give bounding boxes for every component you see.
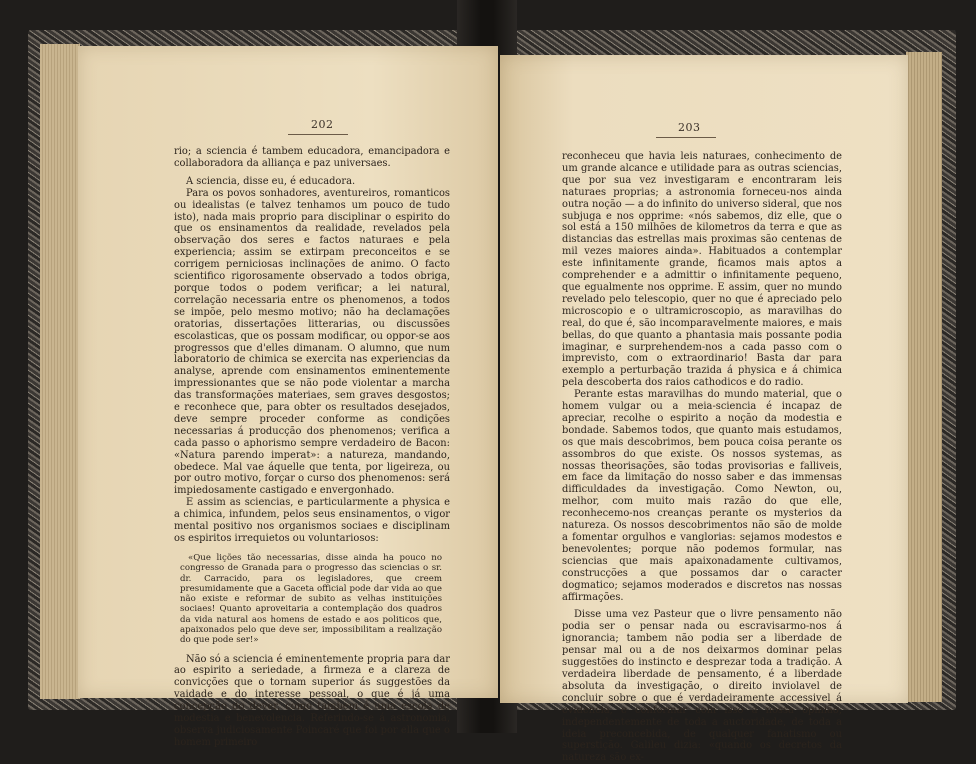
right-page (500, 55, 908, 764)
left-page (78, 46, 498, 748)
page-number-right: 203 (678, 121, 701, 134)
page-number-left: 202 (311, 118, 334, 131)
paragraph: E assim as sciencias, e particularmente a physica e a chimica, infundem, pelos seus ensinamentos, o vigor mental positivo nos organismos sociaes e disciplinam os espiritos irrequietos ou voluntariosos: (174, 497, 450, 544)
page-edges-left (40, 44, 80, 699)
left-text-column (174, 146, 450, 749)
block-quote: «Que lições tão necessarias, disse ainda ha pouco no congresso de Granada para o progresso das sciencias o sr. dr. Carracido, para os legisladores, que creem presumidamente que a Gaceta official pode dar vida ao que não existe e reformar de subito as velhas instituições sociaes! Quanto aproveitaria a contemplação dos quadros da vida natural aos homens de estado e aos politicos que, apaixonados pelo que deve ser, impossibilitam a realização do que pode ser!» (180, 552, 442, 646)
paragraph: reconheceu que havia leis naturaes, conhecimento de um grande alcance e utilidade para as outras sciencias, que por sua vez investigaram e encontraram leis naturaes proprias; a astronomia forneceu-nos ainda outra noção — a do infinito do universo sideral, que nos subjuga e nos opprime: «nós sabemos, diz elle, que o sol está a 150 milhões de kilometros da terra e que as distancias das estrellas mais proximas são centenas de mil vezes maiores ainda». Habituados a contemplar este infinitamente grande, ficamos mais aptos a comprehender e a admittir o infinitamente pequeno, que egualmente nos opprime. E assim, quer no mundo revelado pelo telescopio, quer no que é apreciado pelo microscopio e o ultramicroscopio, as maravilhas do real, do que é, são incomparavelmente maiores, e mais bellas, do que quanto a phantasia mais possante podia imaginar, e surprehendem-nos a cada passo com o imprevisto, com o extraordinario! Basta dar para exemplo a perturbação trazida á physica e á chimica pela descoberta dos raios cathodicos e do radio. (562, 151, 843, 389)
right-text-column (562, 151, 842, 764)
paragraph: Para os povos sonhadores, aventureiros, romanticos ou idealistas (e talvez tenhamos um pouco de tudo isto), nada mais proprio para disciplinar o espirito do que os ensinamentos da realidade, revelados pela observação dos seres e factos naturaes e pela experiencia; assim se extirpam preconceitos e se corrigem perniciosas inclinações de animo. O facto scientifico rigorosamente observado a todos obriga, porque todos o podem verificar; a lei natural, correlação necessaria entre os phenomenos, a todos se impõe, pelo mesmo motivo; não ha declamações oratorias, dissertações litterarias, ou discussões escolasticas, que os possam modificar, ou oppor-se aos progressos que d'elles dimanam. O alumno, que num laboratorio de chimica se exercita nas experiencias da analyse, aprende com ensinamentos eminentemente impressionantes que se não pode violentar a marcha das transformações materiaes, sem graves desgostos; e reconhece que, para obter os resultados desejados, deve sempre proceder conforme as condições necessarias á producção dos phenomenos; verifica a cada passo o aphorismo sempre verdadeiro de Bacon: «Natura parendo imperat»: a natureza, mandando, obedece. Mal vae áquelle que tenta, por ligeireza, ou por outro motivo, forçar o curso dos phenomenos: será impiedosamente castigado e envergonhado. (174, 187, 450, 497)
paragraph: Disse uma vez Pasteur que o livre pensamento não podia ser o pensar nada ou escravisarmo-nos á ignorancia; tambem não podia ser a liberdade de pensar mal ou a de nos deixarmos dominar pelas suggestões do instincto e desprezar toda a tradição. A verdadeira liberdade de pensamento, é a liberdade absoluta da investigação, o direito inviolavel de concluir sobre o que é verdadeiramente accessivel á evidencia, e conformar com isso a nossa opinião, independentemente de toda a auctoridade, de toda a ideia preconcebida, de qualquer fanatismo ou superstição. Galileu dizia: «quando os decretos da natureza são ex- (562, 609, 842, 764)
paragraph: Perante estas maravilhas do mundo material, que o homem vulgar ou a meia-sciencia é incapaz de apreciar, recolhe o espirito a noção da modestia e bondade. Sabemos todos, que quanto mais estudamos, os que mais descobrimos, bem pouca coisa perante os assombros do que existe. Os nossos systemas, as nossas theorisações, são todas provisorias e falliveis, em face da limitação do nosso saber e das immensas difficuldades da investigação. Como Newton, ou, melhor, com muito mais razão do que elle, reconhecemo-nos creanças perante os mysterios da natureza. Os nossos descobrimentos não são de molde a fomentar orgulhos e vanglorias: sejamos modestos e benevolentes; porque não podemos formular, nas sciencias que mais apaixonadamente cultivamos, construcções a que possamos dar o caracter dogmatico; sejamos moderados e discretos nas nossas affirmações. (562, 389, 842, 603)
paragraph: A sciencia, disse eu, é educadora. (186, 175, 356, 187)
page-edges-right (906, 52, 942, 702)
paragraph: Não só a sciencia é eminentemente propria para dar ao espirito a seriedade, a firmeza e a clareza de convicções que o tornam superior ás suggestões da vaidade e do interesse pessoal, o que é já uma concepção do dever, como tambem é uma escola de modestia e benevolencia. Referindo-se á astronomia, observa judiciosamente Poincaré que foi por ella que o homem primeiro (174, 653, 450, 748)
paragraph: rio; a sciencia é tambem educadora, emancipadora e collaboradora da alliança e paz universaes. (174, 146, 450, 169)
header-rule-right (656, 137, 716, 138)
header-rule-left (288, 134, 348, 135)
